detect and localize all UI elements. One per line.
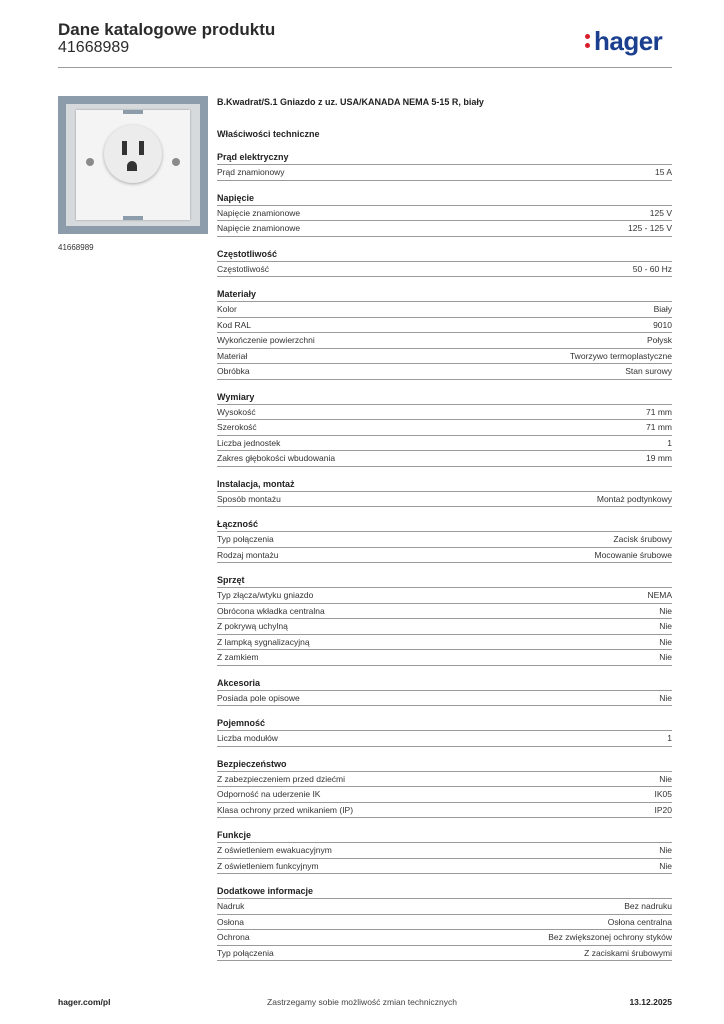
spec-row bbox=[217, 650, 672, 666]
spec-label: Obrócona wkładka centralna bbox=[217, 605, 325, 616]
section-title: Dodatkowe informacje bbox=[217, 885, 672, 899]
spec-label: Napięcie znamionowe bbox=[217, 223, 301, 233]
footer-website: hager.com/pl bbox=[58, 997, 111, 1007]
spec-value: Nie bbox=[659, 692, 672, 703]
spec-row bbox=[217, 899, 672, 915]
spec-row bbox=[217, 405, 672, 421]
section-title: Sprzęt bbox=[217, 574, 672, 588]
spec-label: Typ połączenia bbox=[217, 534, 274, 544]
spec-label: Typ połączenia bbox=[217, 947, 274, 958]
product-image bbox=[58, 96, 208, 234]
spec-row bbox=[217, 492, 672, 508]
spec-value: Zacisk śrubowy bbox=[613, 534, 672, 544]
spec-label: Materiał bbox=[217, 350, 248, 361]
spec-value: NEMA bbox=[647, 590, 672, 600]
spec-section bbox=[217, 829, 672, 874]
spec-label: Z lampką sygnalizacyjną bbox=[217, 636, 310, 647]
spec-row bbox=[217, 532, 672, 548]
spec-label: Klasa ochrony przed wnikaniem (IP) bbox=[217, 804, 354, 815]
spec-label: Zakres głębokości wbudowania bbox=[217, 453, 336, 463]
spec-label: Szerokość bbox=[217, 422, 257, 432]
spec-section bbox=[217, 151, 672, 181]
spec-section bbox=[217, 192, 672, 237]
spec-value: Połysk bbox=[646, 335, 672, 345]
spec-row bbox=[217, 206, 672, 222]
spec-row bbox=[217, 318, 672, 334]
section-title: Materiały bbox=[217, 288, 672, 302]
spec-label: Kod RAL bbox=[217, 319, 252, 330]
spec-row bbox=[217, 691, 672, 707]
spec-value: Montaż podtynkowy bbox=[596, 493, 672, 504]
spec-value: 9010 bbox=[653, 319, 672, 330]
spec-value: IK05 bbox=[654, 789, 672, 799]
spec-row bbox=[217, 772, 672, 788]
spec-section bbox=[217, 288, 672, 380]
spec-label: Prąd znamionowy bbox=[217, 167, 285, 177]
spec-label: Nadruk bbox=[217, 901, 245, 911]
spec-value: Nie bbox=[659, 860, 672, 871]
section-title: Napięcie bbox=[217, 192, 672, 206]
spec-section bbox=[217, 758, 672, 819]
spec-value: 50 - 60 Hz bbox=[632, 263, 672, 274]
spec-section bbox=[217, 248, 672, 278]
spec-label: Sposób montażu bbox=[217, 493, 281, 504]
spec-value: Osłona centralna bbox=[607, 916, 672, 927]
spec-label: Typ złącza/wtyku gniazdo bbox=[217, 590, 314, 600]
spec-label: Rodzaj montażu bbox=[217, 549, 279, 560]
spec-row bbox=[217, 364, 672, 380]
spec-row bbox=[217, 843, 672, 859]
spec-label: Odporność na uderzenie IK bbox=[217, 789, 321, 799]
spec-value: Mocowanie śrubowe bbox=[594, 549, 672, 560]
product-title: B.Kwadrat/S.1 Gniazdo z uz. USA/KANADA NEMA 5-15 R, biały bbox=[217, 97, 484, 107]
spec-label: Osłona bbox=[217, 916, 244, 927]
spec-value: IP20 bbox=[654, 804, 672, 815]
screw-icon bbox=[86, 158, 94, 166]
spec-row bbox=[217, 946, 672, 962]
spec-value: Nie bbox=[659, 773, 672, 784]
spec-label: Z zamkiem bbox=[217, 652, 259, 662]
spec-value: Nie bbox=[659, 845, 672, 855]
spec-section bbox=[217, 677, 672, 707]
page-title: Dane katalogowe produktu bbox=[58, 20, 276, 39]
section-title: Bezpieczeństwo bbox=[217, 758, 672, 772]
spec-row bbox=[217, 436, 672, 452]
header-divider bbox=[58, 67, 672, 68]
spec-label: Z oświetleniem ewakuacyjnym bbox=[217, 845, 332, 855]
spec-row bbox=[217, 930, 672, 946]
tech-heading: Właściwości techniczne bbox=[217, 129, 320, 139]
spec-label: Posiada pole opisowe bbox=[217, 692, 300, 703]
section-title: Pojemność bbox=[217, 717, 672, 731]
spec-value: Nie bbox=[659, 636, 672, 647]
spec-section bbox=[217, 391, 672, 467]
spec-value: Nie bbox=[659, 652, 672, 662]
spec-value: Bez nadruku bbox=[624, 901, 672, 911]
spec-value: Biały bbox=[653, 304, 672, 314]
spec-row bbox=[217, 619, 672, 635]
spec-label: Ochrona bbox=[217, 932, 250, 942]
spec-label: Napięcie znamionowe bbox=[217, 207, 301, 218]
spec-value: Stan surowy bbox=[625, 366, 672, 376]
spec-value: 125 V bbox=[649, 207, 672, 218]
spec-row bbox=[217, 588, 672, 604]
spec-value: Z zaciskami śrubowymi bbox=[584, 947, 672, 958]
spec-section bbox=[217, 574, 672, 666]
section-title: Prąd elektryczny bbox=[217, 151, 672, 165]
screw-icon bbox=[172, 158, 180, 166]
section-title: Łączność bbox=[217, 518, 672, 532]
spec-label: Liczba jednostek bbox=[217, 437, 281, 448]
spec-row bbox=[217, 262, 672, 278]
spec-value: Tworzywo termoplastyczne bbox=[569, 350, 672, 361]
spec-label: Liczba modułów bbox=[217, 733, 278, 743]
image-caption: 41668989 bbox=[58, 243, 94, 252]
spec-sections bbox=[217, 151, 672, 961]
spec-label: Wysokość bbox=[217, 406, 256, 417]
section-title: Akcesoria bbox=[217, 677, 672, 691]
spec-section bbox=[217, 885, 672, 961]
spec-label: Obróbka bbox=[217, 366, 250, 376]
spec-row bbox=[217, 604, 672, 620]
spec-row bbox=[217, 302, 672, 318]
spec-row bbox=[217, 787, 672, 803]
section-title: Częstotliwość bbox=[217, 248, 672, 262]
spec-value: 1 bbox=[667, 437, 672, 448]
product-code: 41668989 bbox=[58, 39, 130, 56]
spec-value: Nie bbox=[659, 605, 672, 616]
spec-label: Z pokrywą uchylną bbox=[217, 621, 288, 631]
spec-row bbox=[217, 915, 672, 931]
spec-row bbox=[217, 548, 672, 564]
spec-value: 125 - 125 V bbox=[628, 223, 672, 233]
spec-label: Z zabezpieczeniem przed dziećmi bbox=[217, 773, 346, 784]
spec-row bbox=[217, 731, 672, 747]
footer-note: Zastrzegamy sobie możliwość zmian technicznych bbox=[267, 997, 457, 1007]
spec-row bbox=[217, 635, 672, 651]
spec-label: Częstotliwość bbox=[217, 263, 269, 274]
spec-section bbox=[217, 478, 672, 508]
spec-value: Nie bbox=[659, 621, 672, 631]
spec-label: Z oświetleniem funkcyjnym bbox=[217, 860, 319, 871]
logo-text: hager bbox=[594, 26, 663, 56]
section-title: Funkcje bbox=[217, 829, 672, 843]
spec-label: Kolor bbox=[217, 304, 237, 314]
spec-row bbox=[217, 349, 672, 365]
logo-dots-icon bbox=[585, 34, 590, 52]
spec-row bbox=[217, 165, 672, 181]
spec-section bbox=[217, 518, 672, 563]
spec-row bbox=[217, 451, 672, 467]
spec-row bbox=[217, 859, 672, 875]
spec-value: 71 mm bbox=[646, 422, 672, 432]
spec-value: 1 bbox=[667, 733, 672, 743]
hager-logo bbox=[594, 26, 662, 57]
spec-value: 71 mm bbox=[646, 406, 672, 417]
spec-value: 19 mm bbox=[646, 453, 672, 463]
spec-label: Wykończenie powierzchni bbox=[217, 335, 315, 345]
socket-face bbox=[76, 110, 190, 220]
spec-row bbox=[217, 803, 672, 819]
spec-row bbox=[217, 420, 672, 436]
outlet-icon bbox=[104, 125, 162, 183]
spec-section bbox=[217, 717, 672, 747]
section-title: Instalacja, montaż bbox=[217, 478, 672, 492]
footer-date: 13.12.2025 bbox=[629, 997, 672, 1007]
spec-row bbox=[217, 333, 672, 349]
spec-content bbox=[217, 96, 672, 972]
spec-value: 15 A bbox=[654, 167, 672, 177]
section-title: Wymiary bbox=[217, 391, 672, 405]
spec-row bbox=[217, 221, 672, 237]
spec-value: Bez zwiększonej ochrony styków bbox=[548, 932, 672, 942]
